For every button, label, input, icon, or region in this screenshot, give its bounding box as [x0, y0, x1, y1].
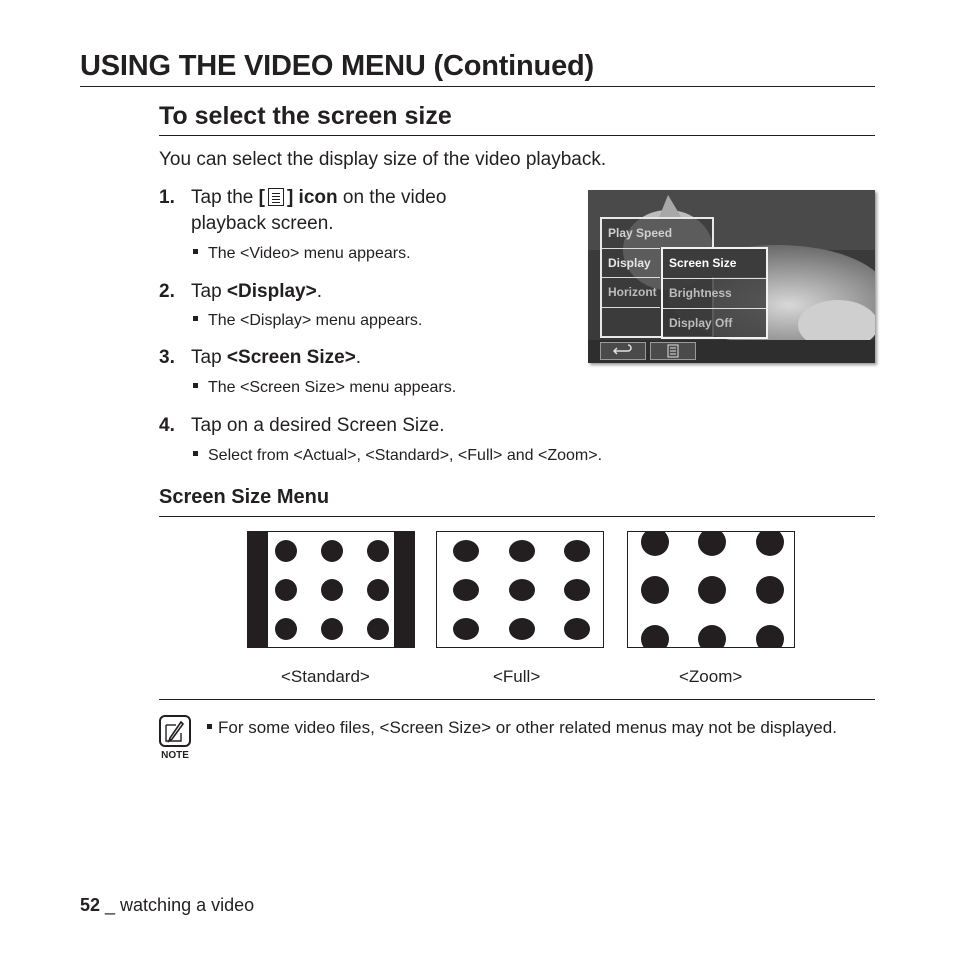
- page-footer: [80, 895, 254, 916]
- menu-button[interactable]: [650, 342, 696, 360]
- device-screenshot: [588, 190, 875, 363]
- subsection-title: Screen Size Menu: [159, 486, 330, 508]
- submenu-item-brightness[interactable]: Brightness: [669, 286, 732, 300]
- step-text-line2: playback screen.: [191, 213, 334, 234]
- page-number: 52: [80, 895, 101, 915]
- back-button[interactable]: [600, 342, 646, 360]
- note-text: For some video files, <Screen Size> or other related menus may not be displayed.: [207, 716, 867, 740]
- menu-list-icon: [268, 188, 284, 206]
- step-text: Tap the [ ] icon on the video: [191, 187, 447, 208]
- note-pencil-icon: [159, 715, 191, 747]
- step-3-result: The <Screen Size> menu appears.: [193, 379, 456, 397]
- intro-text: You can select the display size of the video playback.: [159, 149, 607, 170]
- step-2-result: The <Display> menu appears.: [193, 312, 422, 330]
- left-black-bar: [248, 532, 268, 648]
- caption-full: <Full>: [493, 667, 541, 686]
- menu-list-icon: [651, 343, 695, 359]
- section-title: To select the screen size: [159, 102, 452, 130]
- menu-item-play-speed[interactable]: Play Speed: [608, 226, 673, 240]
- zoom-size-illustration: [627, 531, 795, 648]
- note-label: NOTE: [161, 750, 189, 761]
- step-4-result: Select from <Actual>, <Standard>, <Full> and <Zoom>.: [193, 447, 602, 465]
- submenu-item-screen-size[interactable]: Screen Size: [669, 256, 737, 270]
- step-number: 1.: [159, 187, 175, 208]
- menu-item-horizontal[interactable]: Horizont: [608, 285, 657, 299]
- right-black-bar: [394, 532, 414, 648]
- caption-zoom: <Zoom>: [679, 667, 743, 686]
- submenu-item-display-off[interactable]: Display Off: [669, 316, 733, 330]
- footer-section: _ watching a video: [100, 895, 255, 915]
- section-divider: [159, 135, 875, 136]
- caption-standard: <Standard>: [281, 667, 370, 686]
- full-size-illustration: [436, 531, 604, 648]
- back-arrow-icon: [601, 343, 645, 359]
- title-divider: [80, 86, 875, 87]
- note-divider: [159, 699, 875, 700]
- step-1-result: The <Video> menu appears.: [193, 245, 411, 263]
- subsection-divider: [159, 516, 875, 517]
- standard-size-illustration: [247, 531, 415, 648]
- menu-item-display[interactable]: Display: [608, 256, 651, 270]
- page-title: USING THE VIDEO MENU (Continued): [80, 50, 594, 82]
